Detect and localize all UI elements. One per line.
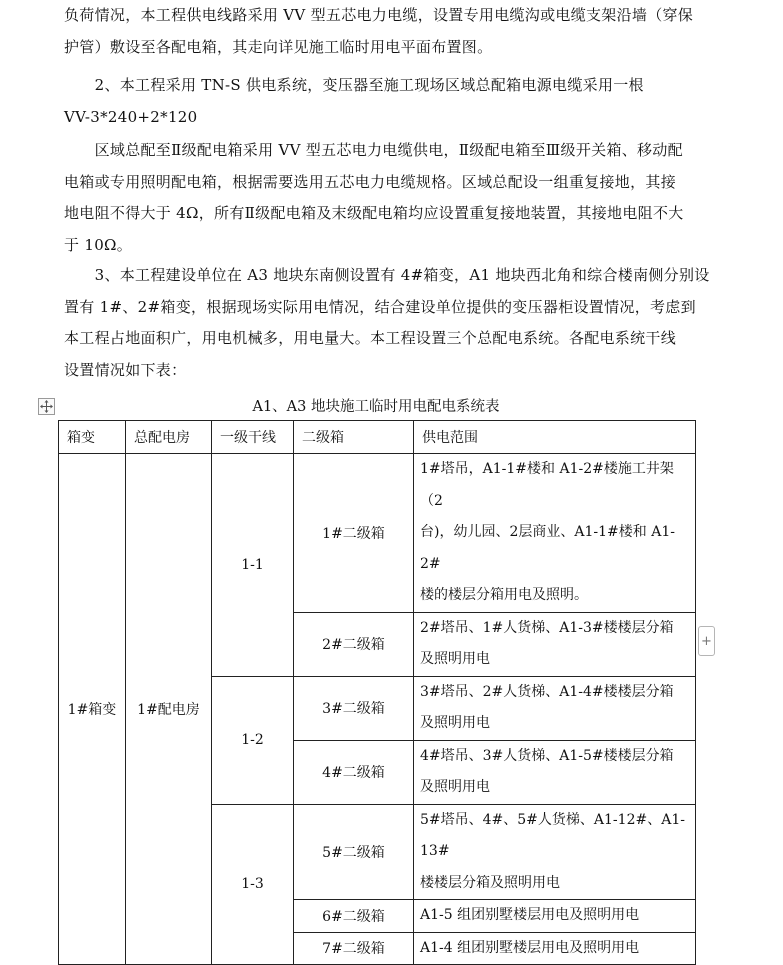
range-line: 及照明用电 [420, 779, 490, 795]
text-line: 设置情况如下表： [64, 360, 187, 379]
text-line: 置有 1#、2#箱变，根据现场实际用电情况，结合建设单位提供的变压器柜设置情况，考虑到 [64, 297, 696, 316]
secondary-box-cell: 3#二级箱 [294, 676, 414, 740]
paragraph-4 [64, 260, 724, 386]
feeder-cell: 1-3 [212, 804, 294, 965]
supply-range-cell [414, 932, 696, 965]
range-line: A1-4 组团别墅楼层用电及照明用电 [420, 939, 640, 956]
header-secondary-box: 二级箱 [294, 421, 414, 454]
secondary-box-cell: 2#二级箱 [294, 612, 414, 676]
header-distribution-room: 总配电房 [126, 421, 212, 454]
table-caption: A1、A3 地块施工临时用电配电系统表 [252, 399, 500, 415]
secondary-box-cell: 1#二级箱 [294, 454, 414, 613]
power-distribution-table [58, 420, 696, 965]
text-line: 地电阻不得大于 4Ω，所有Ⅱ级配电箱及末级配电箱均应设置重复接地装置，其接地电阻不大 [64, 204, 684, 222]
supply-range-cell [414, 612, 696, 676]
text-line: 2、本工程采用 TN-S 供电系统，变压器至施工现场区域总配箱电源电缆采用一根 [64, 76, 644, 94]
range-line: 楼的楼层分箱用电及照明。 [420, 587, 588, 603]
text-line: 本工程占地面积广，用电机械多，用电量大。本工程设置三个总配电系统。各配电系统干线 [64, 329, 677, 347]
text-line: 3、本工程建设单位在 A3 地块东南侧设置有 4#箱变，A1 地块西北角和综合楼南侧分别设 [64, 266, 710, 284]
secondary-box-cell: 6#二级箱 [294, 900, 414, 933]
range-line: 楼楼层分箱及照明用电 [420, 874, 560, 891]
secondary-box-cell: 7#二级箱 [294, 932, 414, 965]
range-line: 5#塔吊、4#、5#人货梯、A1-12#、A1-13# [420, 811, 685, 859]
move-arrows-icon [40, 400, 53, 413]
supply-range-cell [414, 804, 696, 900]
table-row [59, 454, 696, 613]
supply-range-cell [414, 454, 696, 613]
table-add-handle[interactable] [698, 626, 715, 656]
supply-range-cell [414, 740, 696, 804]
text-line: 于 10Ω。 [64, 235, 133, 254]
text-line: 负荷情况，本工程供电线路采用 VV 型五芯电力电缆，设置专用电缆沟或电缆支架沿墙（穿保 [64, 6, 694, 24]
transformer-cell: 1#箱变 [59, 454, 126, 965]
range-line: 及照明用电 [420, 715, 490, 731]
text-line: VV-3*240+2*120 [64, 107, 198, 126]
header-primary-feeder: 一级干线 [212, 421, 294, 454]
paragraph-3 [64, 135, 724, 261]
range-line: 台)，幼儿园、2层商业、A1-1#楼和 A1-2# [420, 524, 675, 572]
feeder-cell: 1-2 [212, 676, 294, 804]
range-line: A1-5 组团别墅楼层用电及照明用电 [420, 907, 640, 923]
supply-range-cell [414, 900, 696, 933]
table-move-handle[interactable] [38, 398, 55, 415]
range-line: 3#塔吊、2#人货梯、A1-4#楼楼层分箱 [420, 683, 674, 700]
text-line: 区域总配至Ⅱ级配电箱采用 VV 型五芯电力电缆供电，Ⅱ级配电箱至Ⅲ级开关箱、移动配 [64, 141, 683, 159]
text-line: 电箱或专用照明配电箱，根据需要选用五芯电力电缆规格。区域总配设一组重复接地，其接 [64, 172, 677, 191]
range-line: 1#塔吊，A1-1#楼和 A1-2#楼施工井架（2 [420, 461, 674, 509]
supply-range-cell [414, 676, 696, 740]
range-line: 2#塔吊、1#人货梯、A1-3#楼楼层分箱 [420, 619, 674, 636]
text-line: 护管）敷设至各配电箱，其走向详见施工临时用电平面布置图。 [64, 37, 493, 56]
table-header-row [59, 421, 696, 454]
secondary-box-cell: 4#二级箱 [294, 740, 414, 804]
paragraph-1 [64, 0, 724, 63]
header-transformer: 箱变 [59, 421, 126, 454]
range-line: 4#塔吊、3#人货梯、A1-5#楼楼层分箱 [420, 747, 674, 764]
distribution-room-cell: 1#配电房 [126, 454, 212, 965]
secondary-box-cell: 5#二级箱 [294, 804, 414, 900]
header-supply-range: 供电范围 [414, 421, 696, 454]
feeder-cell: 1-1 [212, 454, 294, 677]
plus-icon: + [701, 633, 712, 649]
paragraph-2 [64, 70, 724, 133]
range-line: 及照明用电 [420, 651, 490, 667]
